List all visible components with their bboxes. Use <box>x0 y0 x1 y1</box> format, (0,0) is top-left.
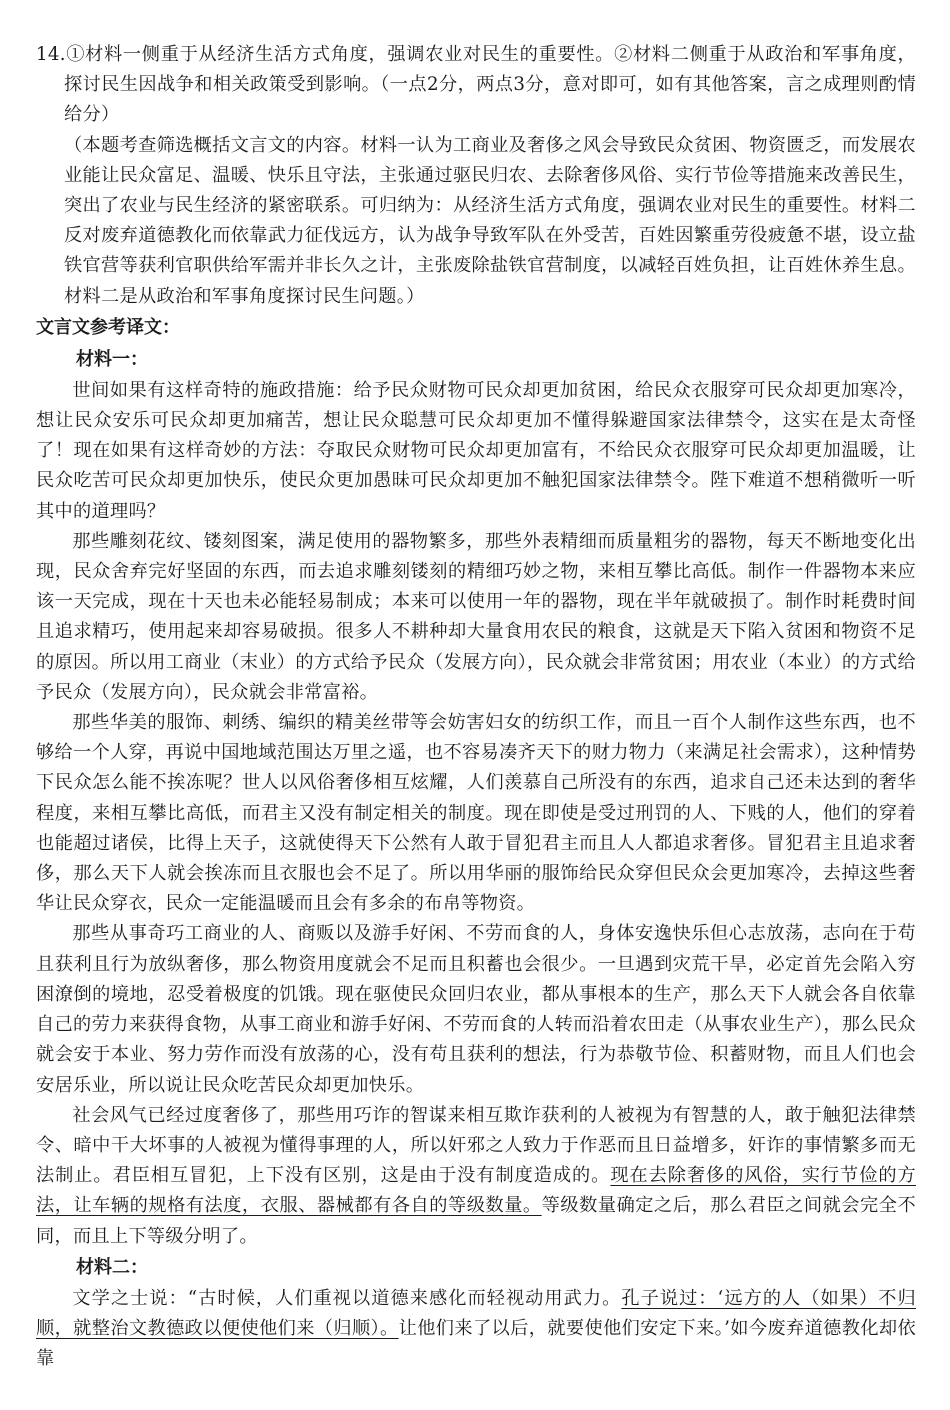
material-2-paragraph <box>36 1284 916 1375</box>
text-segment: 社会风气已经过度奢侈了，那些用巧诈的智谋来相互欺诈获利的人被视为有智慧的人，敢于触犯法律禁令、暗中干大坏事的人被视为懂得事理的人，所以奸邪之人致力于作恶而且日益增多，奸诈的事情繁多而无法制止。君臣相互冒犯，上下没有区别，这是由于没有制度造成的。 <box>36 1104 916 1187</box>
material-1-paragraph: 世间如果有这样奇特的施政措施：给予民众财物可民众却更加贫困，给民众衣服穿可民众却更加寒冷，想让民众安乐可民众却更加痛苦，想让民众聪慧可民众却更加不懂得躲避国家法律禁令，这实在是太奇怪了！现在如果有这样奇妙的方法：夺取民众财物可民众却更加富有，不给民众衣服穿可民众却更加温暖，让民众吃苦可民众却更加快乐，使民众更加愚昧可民众却更加不触犯国家法律禁令。陛下难道不想稍微听一听其中的道理吗？ <box>36 379 916 522</box>
text-segment: 让他们来了以后，就要使他们安定下来。’如今废弃道德教化却依靠 <box>36 1317 917 1370</box>
material-1-paragraph-last <box>36 1101 916 1252</box>
document-page <box>36 40 916 1374</box>
translation-heading: 文言文参考译文： <box>36 316 180 338</box>
underlined-sentence: 现在去除奢侈的风俗，实行节俭的方法，让车辆的规格有法度，衣服、器械都有各自的等级数量。 <box>36 1165 916 1217</box>
material-2-heading: 材料二： <box>76 1256 148 1278</box>
text-segment: 文学之士说：“古时候，人们重视以道德来感化而轻视动用武力。 <box>72 1287 622 1309</box>
answer-14: 14.①材料一侧重于从经济生活方式角度，强调农业对民生的重要性。②材料二侧重于从政治和军事角度，探讨民生因战争和相关政策受到影响。（一点2分，两点3分，意对即可，如有其他答案，言之成理则酌情给分） <box>36 44 916 126</box>
material-1-paragraph: 那些雕刻花纹、镂刻图案，满足使用的器物繁多，那些外表精细而质量粗劣的器物，每天不断地变化出现，民众舍弃完好坚固的东西，而去追求雕刻镂刻的精细巧妙之物，来相互攀比高低。制作一件器物本来应该一天完成，现在十天也未必能轻易制成；本来可以使用一年的器物，现在半年就破损了。制作时耗费时间且追求精巧，使用起来却容易破损。很多人不耕种却大量食用农民的粮食，这就是天下陷入贫困和物资不足的原因。所以用工商业（末业）的方式给予民众（发展方向），民众就会非常贫困；用农业（本业）的方式给予民众（发展方向），民众就会非常富裕。 <box>36 530 916 703</box>
material-1-heading: 材料一： <box>76 348 148 370</box>
underlined-sentence: 孔子说过：‘远方的人（如果）不归顺，就整治文教德政以便使他们来（归顺）。 <box>36 1287 916 1339</box>
material-1-paragraph: 那些从事奇巧工商业的人、商贩以及游手好闲、不劳而食的人，身体安逸快乐但心志放荡，志向在于苟且获利且行为放纵奢侈，那么物资用度就会不足而且积蓄也会很少。一旦遇到灾荒干旱，必定首先会陷入穷困潦倒的境地，忍受着极度的饥饿。现在驱使民众回归农业，都从事根本的生产，那么天下人就会各自依靠自己的劳力来获得食物，从事工商业和游手好闲、不劳而食的人转而沿着农田走（从事农业生产），那么民众就会安于本业、努力劳作而没有放荡的心，没有苟且获利的想法，行为恭敬节俭、积蓄财物，而且人们也会安居乐业，所以说让民众吃苦民众却更加快乐。 <box>36 923 916 1096</box>
answer-14-analysis: （本题考查筛选概括文言文的内容。材料一认为工商业及奢侈之风会导致民众贫困、物资匮乏，而发展农业能让民众富足、温暖、快乐且守法，主张通过驱民归农、去除奢侈风俗、实行节俭等措施来改善民生，突出了农业与民生经济的紧密联系。可归纳为：从经济生活方式角度，强调农业对民生的重要性。材料二反对废弃道德教化而依靠武力征伐远方，认为战争导致军队在外受苦，百姓因繁重劳役疲惫不堪，设立盐铁官营等获利官职供给军需并非长久之计，主张废除盐铁官营制度，以减轻百姓负担，让百姓休养生息。材料二是从政治和军事角度探讨民生问题。） <box>64 134 916 307</box>
text-segment: 等级数量确定之后，那么君臣之间就会完全不同，而且上下等级分明了。 <box>36 1195 916 1247</box>
material-1-paragraph: 那些华美的服饰、刺绣、编织的精美丝带等会妨害妇女的纺织工作，而且一百个人制作这些东西，也不够给一个人穿，再说中国地域范围达万里之遥，也不容易凑齐天下的财力物力（来满足社会需求），这种情势下民众怎么能不挨冻呢？世人以风俗奢侈相互炫耀，人们羡慕自己所没有的东西，追求自己还未达到的奢华程度，来相互攀比高低，而君主又没有制定相关的制度。现在即使是受过刑罚的人、下贱的人，他们的穿着也能超过诸侯，比得上天子，这就使得天下公然有人敢于冒犯君主而且人人都追求奢侈。冒犯君主且追求奢侈，那么天下人就会挨冻而且衣服也会不足了。所以用华丽的服饰给民众穿但民众会更加寒冷，去掉这些奢华让民众穿衣，民众一定能温暖而且会有多余的布帛等物资。 <box>36 712 916 915</box>
